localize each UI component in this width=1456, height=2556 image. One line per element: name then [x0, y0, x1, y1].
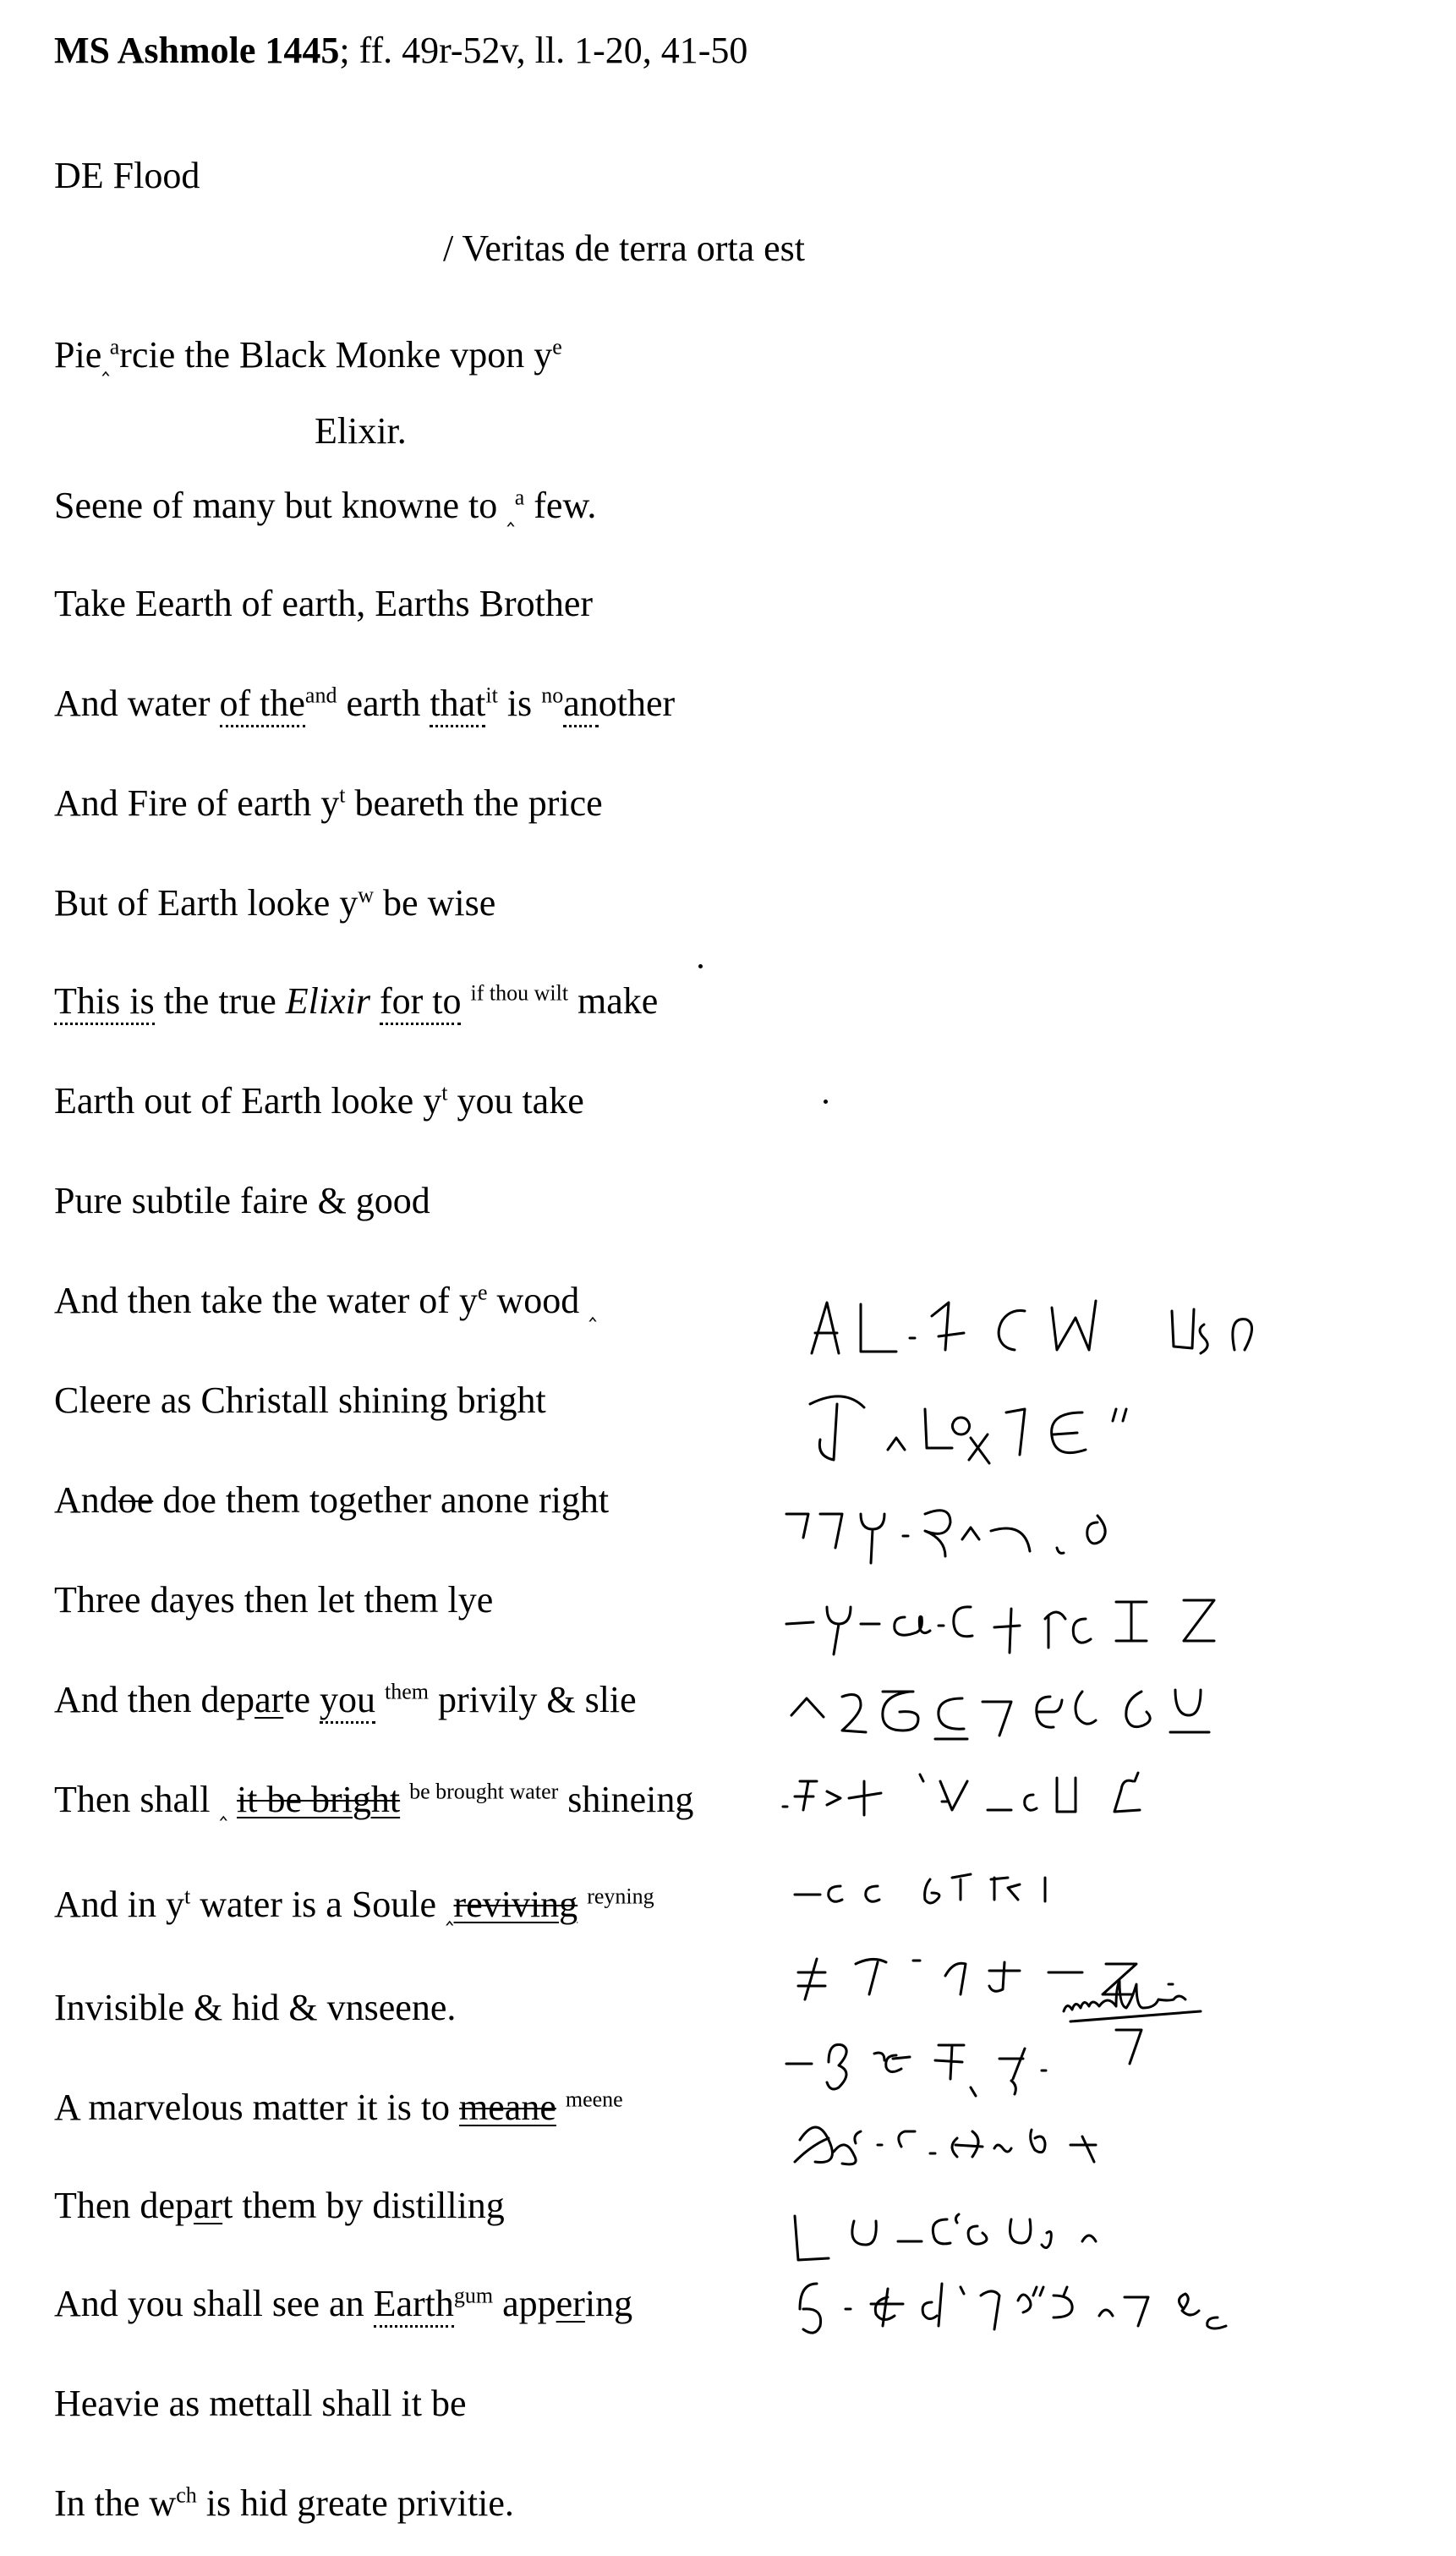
insertion-caret-icon: ‸	[588, 1296, 597, 1322]
motto: / Veritas de terra orta est	[443, 228, 806, 269]
poem-line-8: Earth out of Earth looke $y^t$ you take	[54, 1080, 584, 1122]
poem-line-14: And then departe you $^{them}$ privily & slie	[54, 1681, 637, 1719]
poem-line-18: A marvelous matter it is to meane $^{meene}$	[54, 2087, 623, 2128]
poem-line-13: Three dayes then let them lye	[54, 1579, 494, 1621]
poem-line-9: Pure subtile faire & good	[54, 1180, 430, 1221]
poem-line-6: But of Earth looke $y^w$ be wise	[54, 882, 496, 924]
poem-line-12: Andoe doe them together anone right	[54, 1479, 610, 1521]
poem-line-15: Then shall ‸ it be bright $^{be brought water}$ shineing	[54, 1779, 694, 1821]
dot-mark	[698, 964, 703, 968]
handwritten-cipher-notes	[761, 1269, 1437, 2334]
insertion-caret-icon: ‸	[446, 1900, 454, 1926]
poem-line-19: Then depart them by distilling	[54, 2185, 505, 2226]
poem-line-16: And in $y^t$ water is a Soule ‸reviving $^{reyning}$	[54, 1884, 654, 1926]
manuscript-reference	[54, 32, 747, 69]
poem-line-3: Take Eearth of earth, Earths Brother	[54, 583, 594, 624]
poem-line-2: Seene of many but knowne to ‸$^a$ few.	[54, 485, 597, 527]
poem-line-10: And then take the water of $y^e$ wood ‸	[54, 1280, 597, 1322]
folio-range: ; ff. 49r-52v, ll. 1-20, 41-50	[339, 30, 748, 71]
poem-line-1-cont: Elixir.	[315, 410, 407, 452]
poem-line-5: And Fire of earth $y^t$ beareth the price	[54, 782, 603, 824]
insertion-caret-icon: ‸	[506, 501, 515, 527]
poem-line-21: Heavie as mettall shall it be	[54, 2383, 467, 2424]
insertion-caret-icon: ‸	[101, 350, 110, 376]
poem-line-7: This is the true Elixir for to $^{if thou wilt}$ make	[54, 983, 658, 1020]
poem-line-17: Invisible & hid & vnseene.	[54, 1987, 457, 2028]
section-title: DE Flood	[54, 155, 200, 196]
poem-line-1: Pie‸$^a$rcie the Black Monke vpon $y^e$	[54, 334, 562, 376]
poem-line-11: Cleere as Christall shining bright	[54, 1379, 546, 1421]
dot-mark	[824, 1100, 828, 1104]
manuscript-id: MS Ashmole 1445	[54, 30, 340, 71]
poem-line-22: In the $w^{ch}$ is hid greate privitie.	[54, 2482, 514, 2524]
insertion-caret-icon: ‸	[219, 1795, 228, 1821]
poem-line-20: And you shall see an Earth$^{gum}$ appering	[54, 2285, 632, 2323]
poem-line-4: And water of the$^{and}$ earth that$^{it}$ is $^{no}$another	[54, 685, 675, 722]
